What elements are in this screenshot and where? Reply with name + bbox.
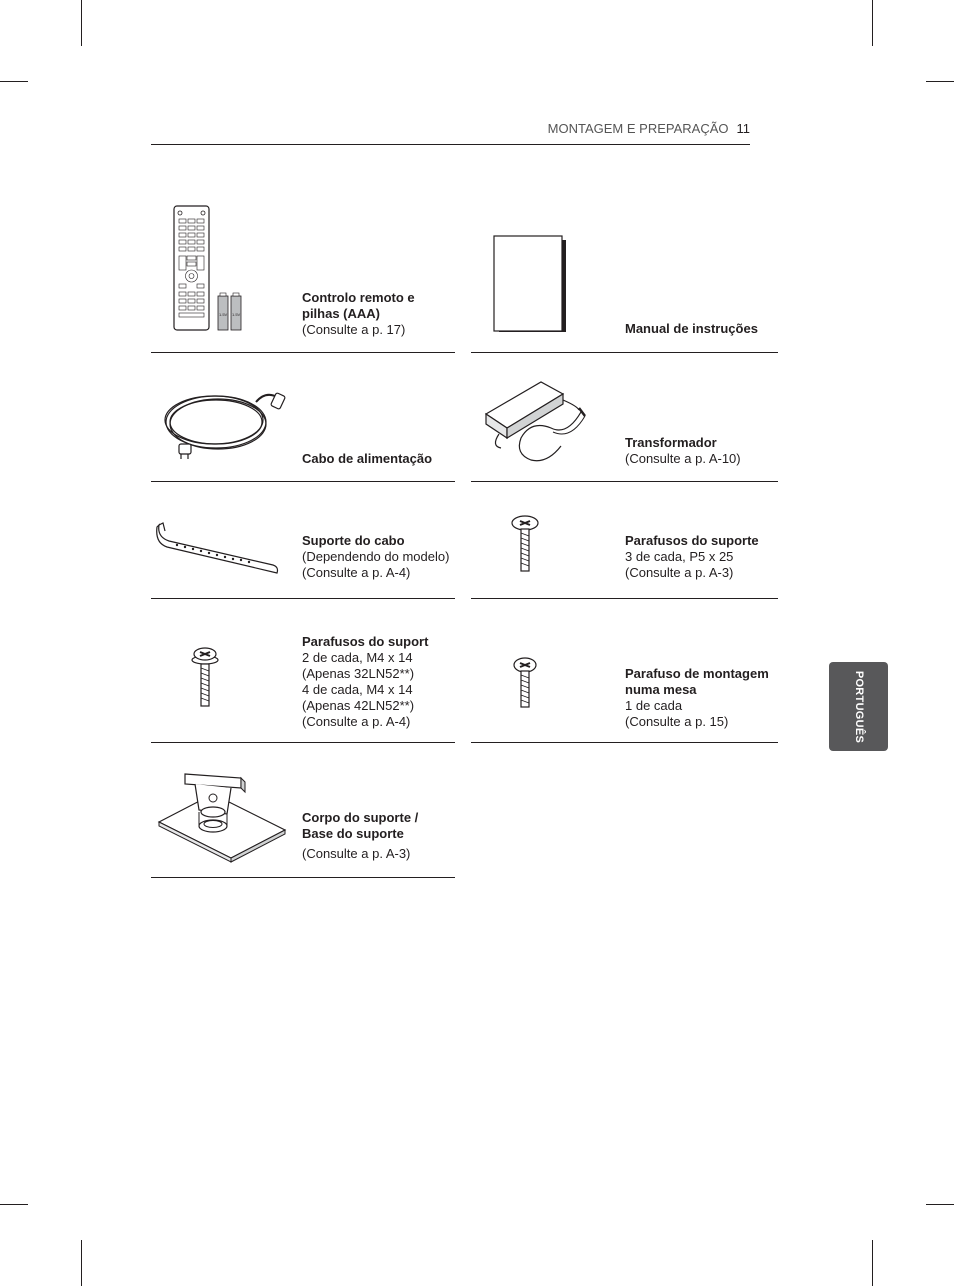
item-title: Parafuso de montagem [625, 666, 769, 681]
item-title: numa mesa [625, 682, 697, 697]
item-title: pilhas (AAA) [302, 306, 380, 321]
power-cord-icon [161, 382, 291, 462]
battery-label: 1.5V [232, 312, 241, 317]
item-note: (Apenas 42LN52**) [302, 698, 415, 713]
ac-adapter-icon [481, 376, 611, 466]
item-stand-screws-text [625, 533, 775, 581]
item-stand-screws-m4-text [302, 634, 452, 730]
item-note: (Consulte a p. A-4) [302, 714, 411, 729]
item-desk-screw-text [625, 666, 775, 730]
item-manual-text [625, 321, 775, 337]
item-desk-screw [471, 598, 778, 743]
item-note: 3 de cada, P5 x 25 [625, 549, 734, 564]
item-note: (Consulte a p. A-10) [625, 451, 741, 466]
item-title: Manual de instruções [625, 321, 758, 336]
item-remote [151, 190, 455, 353]
language-tab[interactable] [829, 662, 888, 751]
item-note: (Consulte a p. A-4) [302, 565, 411, 580]
item-cable-holder-text [302, 533, 457, 581]
item-power-cord-text [302, 451, 452, 467]
crop-mark [81, 0, 82, 46]
item-adapter [471, 352, 778, 482]
remote-control-icon [171, 204, 251, 334]
item-adapter-text [625, 435, 775, 467]
item-title: Parafusos do suporte [625, 533, 759, 548]
manual-booklet-icon [491, 232, 571, 337]
item-note: (Consulte a p. 17) [302, 322, 406, 337]
screw-icon [509, 656, 541, 710]
cable-holder-icon [155, 519, 285, 577]
item-stand-screws-m4 [151, 598, 455, 743]
item-note: (Dependendo do modelo) [302, 549, 450, 564]
item-title: Corpo do suporte / [302, 810, 419, 825]
item-stand-text [302, 810, 452, 862]
item-title: Suporte do cabo [302, 533, 405, 548]
item-title: Transformador [625, 435, 717, 450]
page-number: 11 [736, 121, 750, 136]
crop-mark [872, 1240, 873, 1286]
item-stand [151, 742, 455, 878]
item-title: Controlo remoto e [302, 290, 415, 305]
crop-mark [872, 0, 873, 46]
language-tab-label: PORTUGUÊS [852, 670, 865, 743]
item-note: (Apenas 32LN52**) [302, 666, 415, 681]
crop-mark [0, 1204, 28, 1205]
item-note: 4 de cada, M4 x 14 [302, 682, 413, 697]
item-title: Base do suporte [302, 826, 404, 841]
item-note: (Consulte a p. 15) [625, 714, 729, 729]
screw-icon [509, 513, 541, 575]
item-power-cord [151, 352, 455, 482]
item-title: Parafusos do suport [302, 634, 429, 649]
stand-base-icon [155, 770, 290, 865]
header-rule [151, 144, 750, 145]
item-note: 2 de cada, M4 x 14 [302, 650, 413, 665]
crop-mark [926, 81, 954, 82]
item-title: Cabo de alimentação [302, 451, 433, 466]
battery-label: 1.5V [219, 312, 228, 317]
crop-mark [81, 1240, 82, 1286]
item-stand-screws [471, 481, 778, 599]
item-manual [471, 190, 778, 353]
crop-mark [926, 1204, 954, 1205]
running-header [151, 121, 750, 136]
crop-mark [0, 81, 28, 82]
screw-washer-icon [189, 646, 221, 710]
item-note: (Consulte a p. A-3) [625, 565, 734, 580]
item-note: 1 de cada [625, 698, 683, 713]
section-title: MONTAGEM E PREPARAÇÃO [547, 121, 729, 136]
item-note: (Consulte a p. A-3) [302, 846, 411, 861]
item-cable-holder [151, 481, 455, 599]
item-remote-text [302, 290, 452, 338]
